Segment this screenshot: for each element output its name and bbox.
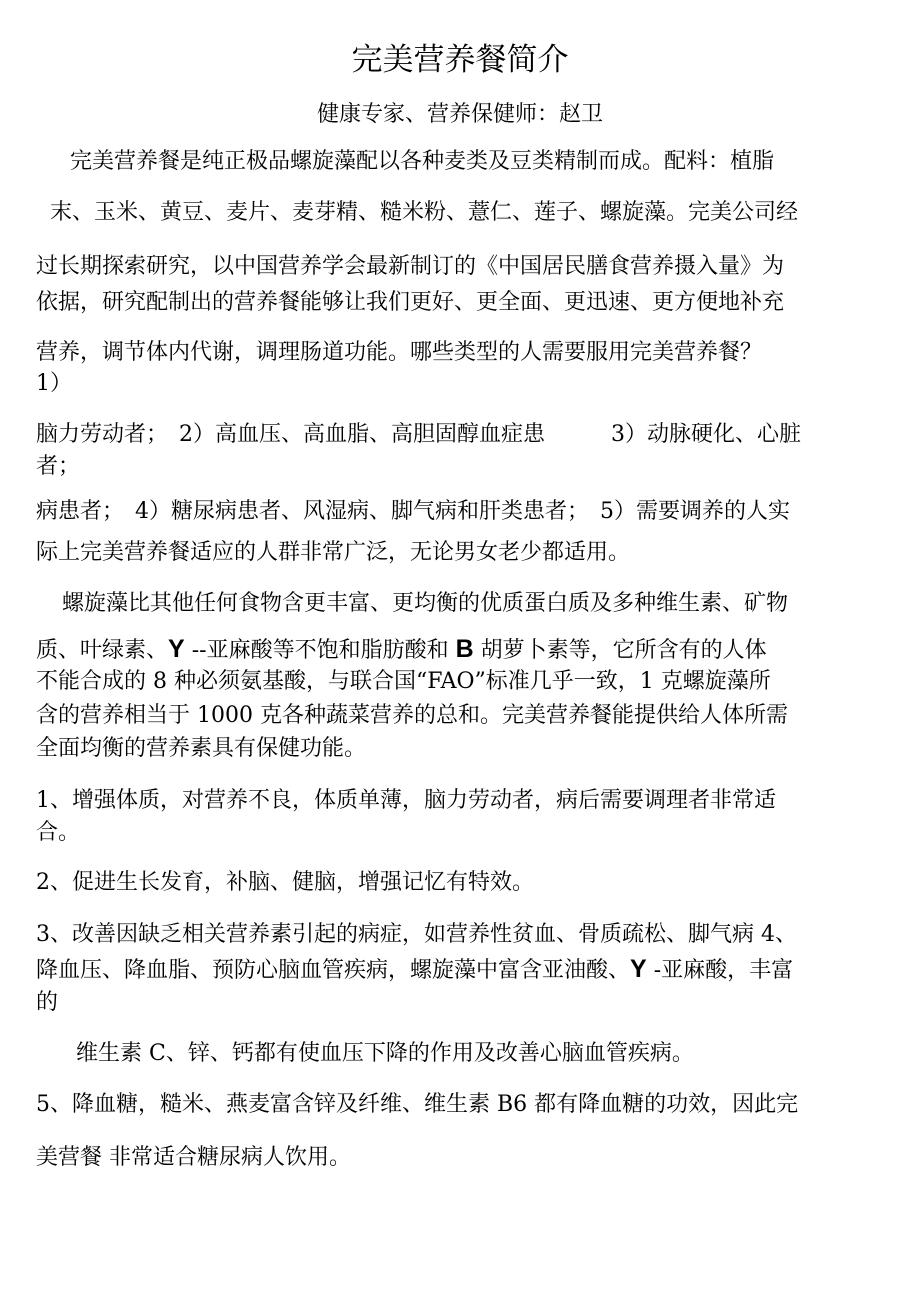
page-title: 完美营养餐简介 [351,42,569,78]
benefit-3-line-2: 降血压、降血脂、预防心脑血管疾病，螺旋藻中富含亚油酸、Y -亚麻酸，丰富 [36,955,794,983]
benefit-5-line-1: 5、降血糖，糙米、燕麦富含锌及纤维、维生素 B6 都有降血糖的功效，因此完 [36,1092,799,1117]
spirulina-line-5: 全面均衡的营养素具有保健功能。 [36,736,367,761]
group-number-1: 1） [36,371,72,396]
benefit-5-line-2: 美营餐 非常适合糖尿病人饮用。 [36,1145,351,1170]
benefit-1-line-2: 合。 [36,820,81,845]
author-line: 健康专家、营养保健师：赵卫 [316,102,603,127]
benefit-3-line-3: 的 [36,990,59,1015]
groups-line-4: 际上完美营养餐适应的人群非常广泛，无论男女老少都适用。 [36,540,631,565]
intro-line-4: 依据，研究配制出的营养餐能够让我们更好、更全面、更迅速、更方便地补充 [36,290,785,315]
spirulina-line-2: 质、叶绿素、Y --亚麻酸等不饱和脂肪酸和 B 胡萝卜素等，它所含有的人体 [36,635,767,663]
intro-line-2: 末、玉米、黄豆、麦片、麦芽精、糙米粉、薏仁、莲子、螺旋藻。完美公司经 [50,200,799,225]
beta-symbol: B [455,635,474,663]
gamma-symbol: Y [630,955,647,983]
spirulina-line-3: 不能合成的 8 种必须氨基酸，与联合国“FAO”标准几乎一致，1 克螺旋藻所 [36,669,771,694]
groups-line-3: 病患者； 4）糖尿病患者、风湿病、脚气病和肝类患者； 5）需要调养的人实 [36,499,790,524]
groups-line-2: 者； [36,454,81,479]
spirulina-line-1: 螺旋藻比其他任何食物含更丰富、更均衡的优质蛋白质及多种维生素、矿物 [62,591,789,616]
intro-line-1: 完美营养餐是纯正极品螺旋藻配以各种麦类及豆类精制而成。配料：植脂 [70,149,775,174]
groups-line-1: 脑力劳动者； 2）高血压、高血脂、高胆固醇血症患 3）动脉硬化、心脏 [36,422,801,447]
benefit-1-line-1: 1、增强体质，对营养不良，体质单薄，脑力劳动者，病后需要调理者非常适 [36,788,776,813]
intro-line-5: 营养，调节体内代谢，调理肠道功能。哪些类型的人需要服用完美营养餐？ [36,340,763,365]
spirulina-line-4: 含的营养相当于 1000 克各种蔬菜营养的总和。完美营养餐能提供给人体所需 [36,703,788,728]
gamma-symbol: Y [168,635,185,663]
intro-line-3: 过长期探索研究，以中国营养学会最新制订的《中国居民膳食营养摄入量》为 [36,254,785,279]
benefit-4: 维生素 C、锌、钙都有使血压下降的作用及改善心脑血管疾病。 [76,1041,694,1066]
benefit-3-line-1: 3、改善因缺乏相关营养素引起的病症，如营养性贫血、骨质疏松、脚气病 4、 [36,922,797,947]
benefit-2: 2、促进生长发育，补脑、健脑，增强记忆有特效。 [36,870,534,895]
